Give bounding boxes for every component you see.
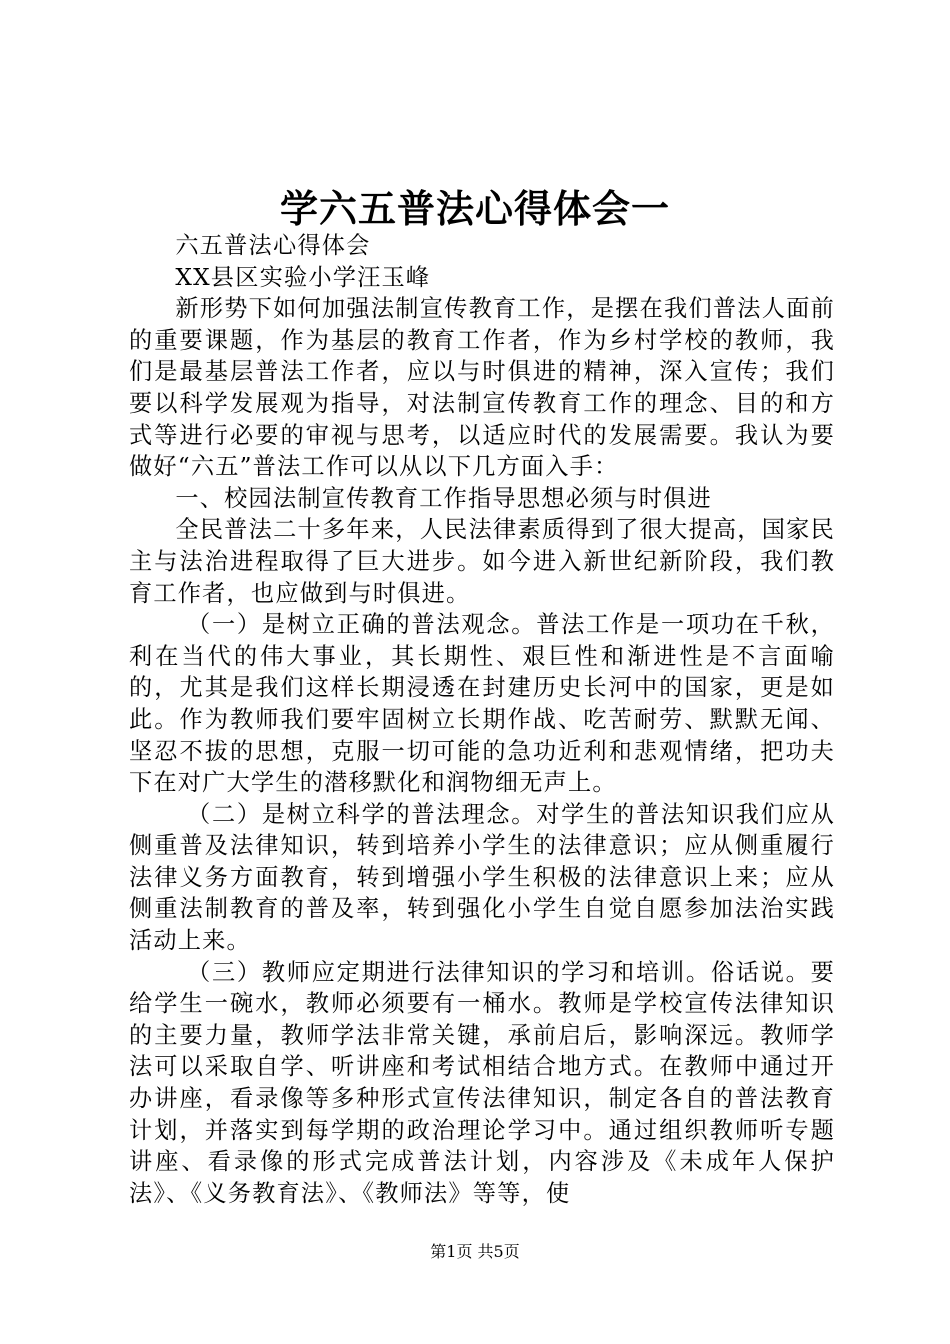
body-paragraph-point-2: （二）是树立科学的普法理念。对学生的普法知识我们应从侧重普及法律知识，转到培养小学生的法律意识；应从侧重履行法律义务方面教育，转到增强小学生积极的法律意识上来；应从侧重法制教育的普及率，转到强化小学生自觉自愿参加法治实践活动上来。 [129, 800, 835, 955]
body-paragraph-point-3: （三）教师应定期进行法律知识的学习和培训。俗话说。要给学生一碗水，教师必须要有一桶水。教师是学校宣传法律知识的主要力量，教师学法非常关键，承前启后，影响深远。教师学法可以采取自学、听讲座和考试相结合地方式。在教师中通过开办讲座，看录像等多种形式宣传法律知识，制定各自的普法教育计划，并落实到每学期的政治理论学习中。通过组织教师听专题讲座、看录像的形式完成普法计划，内容涉及《未成年人保护法》、《义务教育法》、《教师法》等等，使 [129, 958, 835, 1207]
page-footer: 第1页 共5页 [430, 1242, 520, 1261]
document-title: 学六五普法心得体会一 [279, 186, 670, 231]
section-heading-1: 一、校园法制宣传教育工作指导思想必须与时俱进 [175, 484, 712, 512]
body-paragraph: 全民普法二十多年来，人民法律素质得到了很大提高，国家民主与法治进程取得了巨大进步。如今进入新世纪新阶段，我们教育工作者，也应做到与时俱进。 [129, 516, 835, 607]
subtitle-paragraph: 六五普法心得体会 [175, 232, 371, 259]
intro-paragraph: 新形势下如何加强法制宣传教育工作，是摆在我们普法人面前的重要课题，作为基层的教育工作者，作为乡村学校的教师，我们是最基层普法工作者，应以与时俱进的精神，深入宣传；我们要以科学发展观为指导，对法制宣传教育工作的理念、目的和方式等进行必要的审视与思考，以适应时代的发展需要。我认为要做好“六五”普法工作可以从以下几方面入手： [129, 295, 835, 481]
body-paragraph-point-1: （一）是树立正确的普法观念。普法工作是一项功在千秋，利在当代的伟大事业，其长期性、艰巨性和渐进性是不言面喻的，尤其是我们这样长期浸透在封建历史长河中的国家，更是如此。作为教师我们要牢固树立长期作战、吃苦耐劳、默默无闻、坚忍不拔的思想，克服一切可能的急功近利和悲观情绪，把功夫下在对广大学生的潜移默化和润物细无声上。 [129, 611, 835, 797]
document-body [129, 230, 835, 1209]
author-paragraph: XX县区实验小学汪玉峰 [175, 263, 431, 291]
